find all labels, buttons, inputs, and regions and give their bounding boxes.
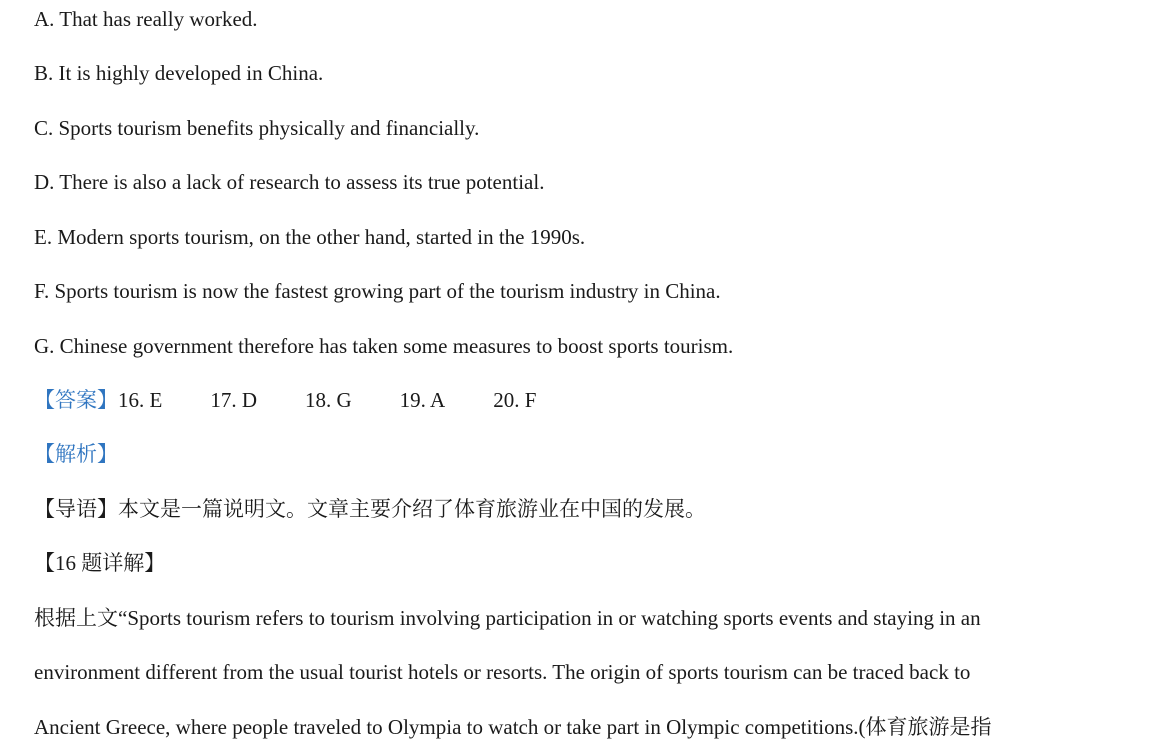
option-e: E. Modern sports tourism, on the other hand, started in the 1990s. (34, 225, 586, 249)
answer-line (34, 386, 536, 414)
option-f: F. Sports tourism is now the fastest growing part of the tourism industry in China. (34, 279, 721, 303)
q16-body-line: 根据上文“Sports tourism refers to tourism involving participation in or watching sports events and staying in an (34, 606, 981, 630)
answer-item: 16. E (118, 388, 163, 412)
answer-item: 19. A (399, 388, 446, 412)
option-b: B. It is highly developed in China. (34, 61, 324, 85)
intro-text: 【导语】本文是一篇说明文。文章主要介绍了体育旅游业在中国的发展。 (34, 497, 706, 521)
q16-body-line: environment different from the usual tourist hotels or resorts. The origin of sports tourism can be traced back to (34, 660, 971, 684)
option-g: G. Chinese government therefore has taken some measures to boost sports tourism. (34, 334, 734, 358)
q16-body-line: Ancient Greece, where people traveled to Olympia to watch or take part in Olympic competitions.(体育旅游是指 (34, 715, 992, 739)
answer-label: 【答案】 (34, 388, 118, 412)
option-a: A. That has really worked. (34, 7, 258, 31)
analysis-label: 【解析】 (34, 442, 118, 466)
answer-item: 20. F (493, 388, 537, 412)
option-c: C. Sports tourism benefits physically and financially. (34, 116, 480, 140)
answer-item: 17. D (210, 388, 257, 412)
option-d: D. There is also a lack of research to assess its true potential. (34, 170, 545, 194)
answer-item: 18. G (305, 388, 352, 412)
q16-heading: 【16 题详解】 (34, 551, 166, 575)
